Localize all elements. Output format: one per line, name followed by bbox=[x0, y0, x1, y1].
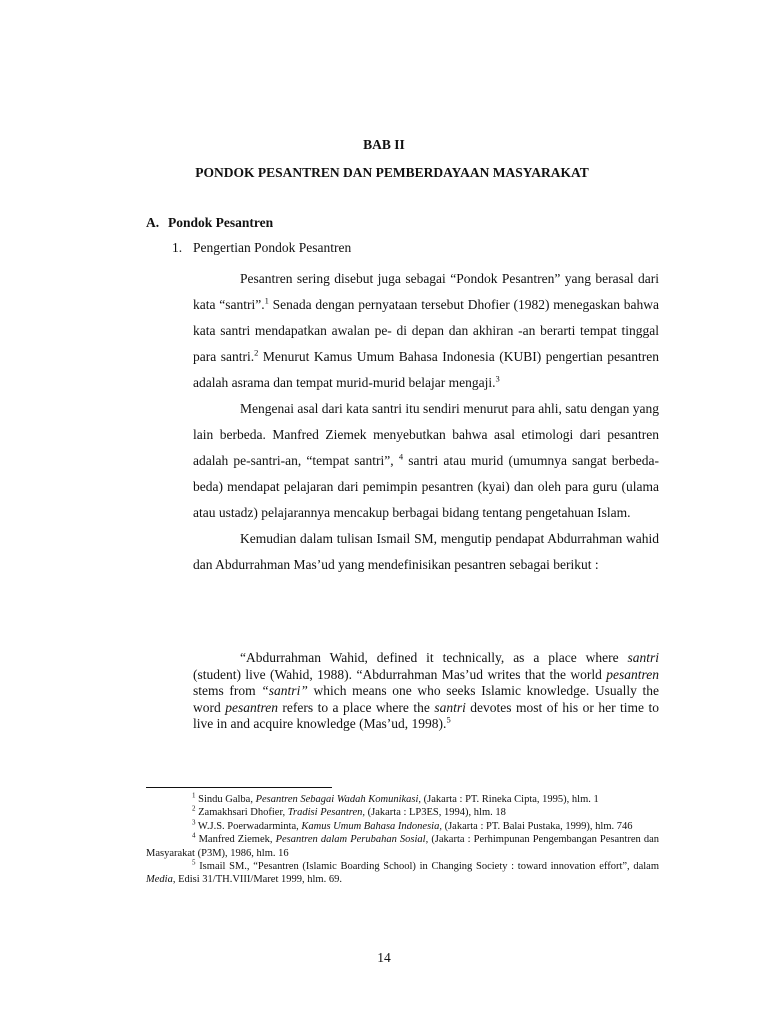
paragraph-3: Kemudian dalam tulisan Ismail SM, mengutip pendapat Abdurrahman wahid dan Abdurrahman Mas’ud yang mendefinisikan pesantren sebagai berikut : bbox=[193, 531, 659, 572]
footnote-ref: 2 bbox=[254, 347, 259, 358]
subsection-title: Pengertian Pondok Pesantren bbox=[193, 240, 352, 255]
paragraph-1: Pesantren sering disebut juga sebagai “Pondok Pesantren” yang berasal dari kata “santri”.$^1$ Senada dengan pernyataan tersebut Dhofier (1982) menegaskan bahwa kata santri mendapatkan awalan pe- di depan dan akhiran -an berarti tempat tinggal para santri.$^2$ Menurut Kamus Umum Bahasa Indonesia (KUBI) pengertian pesantren adalah asrama dan tempat murid-murid belajar mengaji.$^3$ bbox=[193, 271, 659, 390]
footnote: $^3$ W.J.S. Poerwadarminta, Kamus Umum Bahasa Indonesia, (Jakarta : PT. Balai Pustaka, 1999), hlm. 746 bbox=[192, 818, 633, 832]
footnote-ref: 5 bbox=[446, 714, 451, 725]
footnotes bbox=[146, 793, 659, 887]
footnote-ref: 4 bbox=[398, 451, 404, 462]
footnote: $^2$ Zamakhsari Dhofier, Tradisi Pesantren, (Jakarta : LP3ES, 1994), hlm. 18 bbox=[192, 804, 506, 819]
body-text bbox=[193, 266, 659, 578]
footnote: $^5$ Ismail SM., “Pesantren (Islamic Boarding School) in Changing Society : toward innovation effort”, dalam Media, Edisi 31/TH.VIII/Maret 1999, hlm. 69. bbox=[146, 858, 659, 886]
paragraph-2: Mengenai asal dari kata santri itu sendiri menurut para ahli, satu dengan yang lain berbeda. Manfred Ziemek menyebutkan bahwa asal etimologi dari pesantren adalah pe-santri-an, “tempat santri”, $^4$ santri atau murid (umumnya sangat berbeda-beda) mendapat pelajaran dari pemimpin pesantren (kyai) dan oleh para guru (ulama atau ustadz) pelajarannya mencakup berbagai bidang tentang pengetahuan Islam. bbox=[193, 401, 659, 520]
section-title: Pondok Pesantren bbox=[168, 215, 274, 230]
footnote-separator bbox=[146, 787, 332, 788]
subsection-label: 1. bbox=[172, 240, 183, 255]
chapter-number: BAB II bbox=[363, 137, 405, 152]
footnote: $^4$ Manfred Ziemek, Pesantren dalam Perubahan Sosial, (Jakarta : Perhimpunan Pengembangan Pesantren dan Masyarakat (P3M), 1986, hlm. 16 bbox=[146, 831, 659, 859]
block-quote: “Abdurrahman Wahid, defined it technically, as a place where santri (student) live (Wahid, 1988). “Abdurrahman Mas’ud writes that the world pesantren stems from “santri” which means one who seeks Islamic knowledge. Usually the word pesantren refers to a place where the santri devotes most of his or her time to live in and acquire knowledge (Mas’ud, 1998).$^5$ bbox=[193, 650, 659, 731]
chapter-title: PONDOK PESANTREN DAN PEMBERDAYAAN MASYARAKAT bbox=[195, 165, 589, 180]
page-number: 14 bbox=[377, 950, 391, 965]
footnote: $^1$ Sindu Galba, Pesantren Sebagai Wadah Komunikasi, (Jakarta : PT. Rineka Cipta, 1995), hlm. 1 bbox=[192, 791, 599, 805]
footnote-ref: 3 bbox=[495, 373, 500, 384]
section-label: A. bbox=[146, 215, 160, 230]
footnote-ref: 1 bbox=[264, 295, 269, 306]
